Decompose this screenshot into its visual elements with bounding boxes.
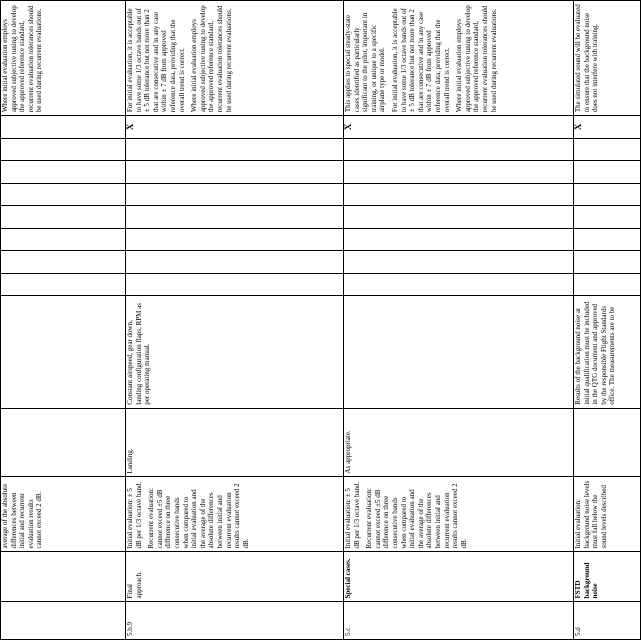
tolerance-cell: average of the absolute differences between initial and recurrent evaluation results cannot exceed 2 dB. xyxy=(1,477,126,552)
notes-cell: This applies to special steady-state cases identified as particularly significant to the pilot, important in training, or unique to a specific airplane type or model. For initial evaluation, it is acceptable to have some 1/3 octave bands out of ± 5 dB tolerance but not more than 2 that are consecutive and in any case within ± 7 dB from approved reference data, providing that the overall trend is correct. Where initial evaluation employs approved subjective tuning to develop the approved reference standard, recurrent evaluation tolerances should be used during recurrent evaluations. xyxy=(344,1,574,116)
tolerance-cell: Initial evaluation: ± 5 dB per 1/3 octave band. Recurrent evaluation: cannot exceed ±5 dB difference on three consecutive bands when compared to initial evaluation and the average of the absolute differences between initial and recurrent evaluation results cannot exceed 2 dB. xyxy=(126,477,344,552)
level-mark: X xyxy=(126,116,344,139)
section-number xyxy=(1,602,126,640)
test-title: Special cases. xyxy=(344,552,574,602)
notes-cell: The simulated sound will be evaluated to ensure that the background noise does not interfere with training. xyxy=(574,1,641,116)
test-details: Constant airspeed, gear down, landing configuration flaps, RPM as per operating manual. xyxy=(126,296,344,409)
level-mark: X xyxy=(344,116,574,139)
table-row xyxy=(574,1,641,640)
level-mark xyxy=(1,116,126,139)
section-number: 5.d xyxy=(574,602,641,640)
section-number: 5.c. xyxy=(344,602,574,640)
test-details xyxy=(1,296,126,409)
notes-cell: For initial evaluation, it is acceptable to have some 1/3 octave bands out of ± 5 dB tolerance but not more than 2 that are consecutive and in any case within ± 7 dB from approved reference data, providing that the overall trend is correct. Where initial evaluation employs approved subjective tuning to develop the approved reference standard, recurrent evaluation tolerances should be used during recurrent evaluations. xyxy=(126,1,344,116)
flight-conditions: Landing. xyxy=(126,408,344,477)
test-title xyxy=(1,552,126,602)
test-title: FSTD background noise xyxy=(574,552,641,602)
test-title: Final approach. xyxy=(126,552,344,602)
test-details xyxy=(344,296,574,409)
table-row xyxy=(1,1,126,640)
level-mark: X xyxy=(574,116,641,139)
flight-conditions xyxy=(574,408,641,477)
tolerance-cell: Initial evaluation: background noise levels must fall below the sound levels described xyxy=(574,477,641,552)
table-row xyxy=(126,1,344,640)
flight-conditions xyxy=(1,408,126,477)
section-number: 5.b.9 xyxy=(126,602,344,640)
flight-conditions: As appropriate. xyxy=(344,408,574,477)
notes-cell: Where initial evaluation employs approved subjective tuning to develop the approved reference standard, recurrent evaluation tolerances should be used during recurrent evaluations. xyxy=(1,1,126,116)
test-details: Results of the background noise at initial qualification must be included in the QTG document and approved by the responsible Flight Standards office. The measurements are to be xyxy=(574,296,641,409)
tolerance-cell: Initial evaluation: ± 5 dB per 1/3 octave band. Recurrent evaluation: cannot exceed ±5 dB difference on three consecutive bands when compared to initial evaluation and the average of the absolute differences between initial and recurrent evaluation results cannot exceed 2 dB. xyxy=(344,477,574,552)
table-row xyxy=(344,1,574,640)
